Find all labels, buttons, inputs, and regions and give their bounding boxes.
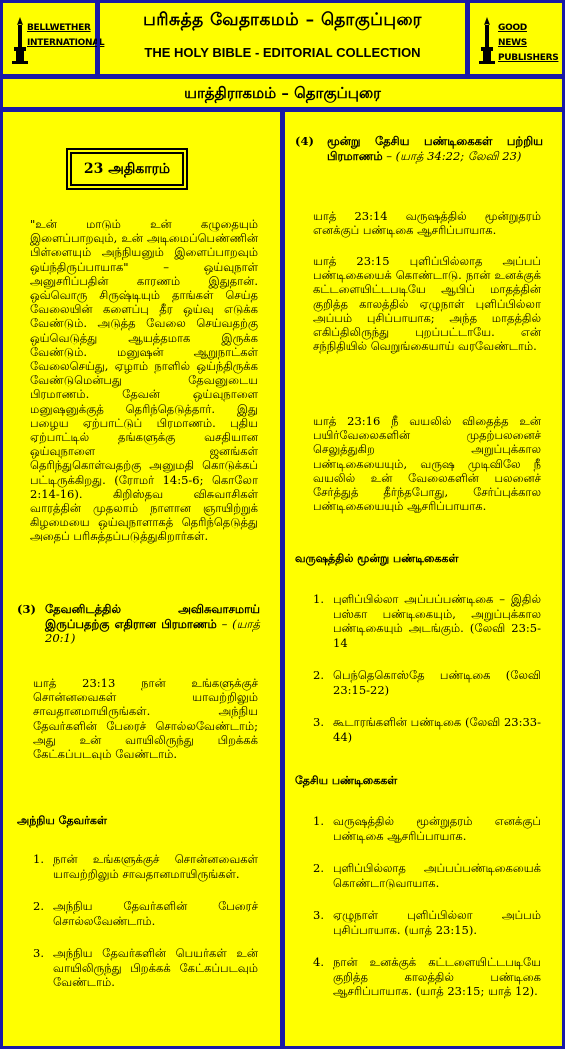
good-news-logo [478,13,559,67]
chapter-label: 23 அதிகாரம் [70,152,184,186]
list-item [33,899,258,928]
list-item [313,861,541,890]
logo-line-2: INTERNATIONAL [27,38,105,48]
list-item-text: அந்நிய தேவர்களின் பேரைச் சொல்லவேண்டாம். [53,899,258,928]
national-feasts-heading: தேசிய பண்டிகைகள் [295,774,398,787]
publisher-logo-left [0,0,105,77]
page-title-english: THE HOLY BIBLE - EDITORIAL COLLECTION [144,45,421,60]
section-3-heading [17,602,260,652]
section-number: (4) [295,134,314,148]
list-item [313,715,541,744]
list-item-number: 2. [313,668,324,682]
foreign-gods-heading: அந்நிய தேவர்கள் [17,814,107,827]
foreign-gods-list [33,852,258,990]
intro-paragraph: "உன் மாடும் உன் கழுதையும் இளைப்பாறவும், உன் அடிமைப்பெண்ணின் பிள்ளையும் அந்நியனும் இளைப்பாறவும் ஒய்ந்திருப்பாயாக" – ஒய்வுநாள் அனுசரிப்பதின் காரணம் இதுதான். ஒவ்வொரு சிருஷ்டியும் தாங்கள் செய்த வேலையின் களைப்பு தீர ஒய்வு எடுக்க வேண்டும். அடுத்த வேலை செய்வதற்கு ஒய்வெடுத்து ஆயத்தமாக இருக்க வேண்டும். மனுஷன் ஆறுநாட்கள் வேலைசெய்து, ஏழாம் நாளில் ஒய்ந்திருக்க வேண்டுமென்பது தேவனுடைய பிரமாணம். தேவன் ஒய்வுநாளை மனுஷனுக்குத் தெரிந்தெடுத்தார். இது பழைய ஏற்பாட்டுப் பிரமாணம். புதிய ஏற்பாட்டில் தங்களுக்கு வசதியான ஒய்வுநாளை ஜனங்கள் தெரிந்துகொள்வதற்கு அனுமதி கொடுக்கப் பட்டிருக்கிறது. (ரோமர் 14:5-6; கொலோ 2:14-16). கிறிஸ்தவ விசுவாசிகள் வாரத்தின் முதலாம் நாளான ஞாயிற்றுக் கிழமையை ஒய்வுநாளாகத் தெரிந்தெடுத்து அதைப் பரிசுத்தப்படுத்துகிறார்கள். [30,217,258,544]
book-subtitle: யாத்திராகமம் – தொகுப்புரை [184,84,381,102]
national-feasts-list [313,814,541,999]
list-item [33,852,258,881]
book-subtitle-bar [0,76,565,110]
verse-23-13: யாத் 23:13 நான் உங்களுக்குச் சொன்னவைகள் யாவற்றிலும் சாவதானமாயிருங்கள். அந்நிய தேவர்களின் பேரைச் சொல்லவேண்டாம்; அது உன் வாயிலிருந்து பிறக்கக் கேட்கப்படவும் வேண்டாம். [33,676,258,762]
list-item [313,955,541,999]
section-number: (3) [17,602,36,616]
list-item-text: வருஷத்தில் மூன்றுதரம் எனக்குப் பண்டிகை ஆசரிப்பாயாக. [333,814,541,843]
title-block [97,0,468,77]
section-4-heading [295,134,543,184]
list-item-number: 1. [33,852,44,866]
logo-line-1: GOOD NEWS [498,23,527,48]
logo-line-2: PUBLISHERS [498,53,559,63]
list-item-number: 3. [313,715,324,729]
section-title: தேவனிடத்தில் அவிசுவாசமாய் இருப்பதற்கு எதிரான பிரமாணம் [45,602,260,631]
list-item-text: அந்நிய தேவர்களின் பெயர்கள் உன் வாயிலிருந்து பிறக்கக் கேட்கப்படவும் வேண்டாம். [53,946,258,989]
section-reference: – (யாத் 34:22; லேவி 23) [382,148,522,163]
page-title-tamil: பரிசுத்த வேதாகமம் – தொகுப்புரை [143,10,422,30]
section-title: மூன்று தேசிய பண்டிகைகள் பற்றிய பிரமாணம் [327,134,543,163]
list-item [313,814,541,843]
list-item-number: 2. [33,899,44,913]
list-item-number: 1. [313,592,324,606]
list-item-text: கூடாரங்களின் பண்டிகை (லேவி 23:33-44) [333,715,541,744]
list-item [313,668,541,697]
verse-23-16: யாத் 23:16 நீ வயலில் விதைத்த உன் பயிர்வேலைகளின் முதற்பலனைச் செலுத்துகிற அறுப்புக்கால பண்டிகையையும், வருஷ முடிவிலே நீ வயலில் உன் வேலைகளின் பலனைச் சேர்த்துத் தீர்ந்தபோது, சேர்ப்புக்கால பண்டிகையையும் ஆசரிப்பாயாக. [313,414,541,514]
list-item-text: நான் உனக்குக் கட்டளையிட்டபடியே குறித்த காலத்தில் பண்டிகை ஆசரிப்பாயாக. (யாத் 23:15; யாத் 12). [333,955,541,998]
right-column [282,109,565,1049]
lamp-icon [478,15,496,65]
list-item [313,592,541,650]
list-item-text: புளிப்பில்லாத அப்பப்பண்டிகையைக் கொண்டாடுவாயாக. [333,861,541,890]
verse-23-14: யாத் 23:14 வருஷத்தில் மூன்றுதரம் எனக்குப் பண்டிகை ஆசரிப்பாயாக. [313,209,541,238]
three-feasts-list [313,592,541,744]
logo-line-1: BELLWETHER [27,23,91,33]
publisher-logo-right [467,0,565,77]
list-item [33,946,258,990]
list-item-number: 2. [313,861,324,875]
list-item-number: 4. [313,955,324,969]
list-item-number: 1. [313,814,324,828]
list-item-text: நான் உங்களுக்குச் சொன்னவைகள் யாவற்றிலும் சாவதானமாயிருங்கள். [53,852,258,881]
list-item-number: 3. [313,908,324,922]
list-item-number: 3. [33,946,44,960]
bellwether-logo [11,13,105,67]
verse-23-15: யாத் 23:15 புளிப்பில்லாத அப்பப் பண்டிகையைக் கொண்டாடு. நான் உனக்குக் கட்டளையிட்டபடியே ஆபிப் மாதத்தின் குறித்த காலத்தில் ஏழுநாள் புளிப்பில்லா அப்பம் புசிப்பாயாக; அந்த மாதத்தில் எகிப்திலிருந்து புறப்பட்டாயே. என் சந்நிதியில் வெறுங்கையாய் வரவேண்டாம். [313,254,541,354]
left-column [0,109,283,1049]
section-reference: – (யாத் 20:1) [45,616,260,645]
list-item-text: பெந்தெகொஸ்தே பண்டிகை (லேவி 23:15-22) [333,668,541,697]
list-item [313,908,541,937]
list-item-text: புளிப்பில்லா அப்பப்பண்டிகை – இதில் பஸ்கா பண்டிகையும், அறுப்புக்கால பண்டிகையும் அடங்கும். (லேவி 23:5-14 [333,592,541,650]
three-feasts-heading: வருஷத்தில் மூன்று பண்டிகைகள் [295,552,459,565]
list-item-text: ஏழுநாள் புளிப்பில்லா அப்பம் புசிப்பாயாக. (யாத் 23:15). [333,908,541,937]
